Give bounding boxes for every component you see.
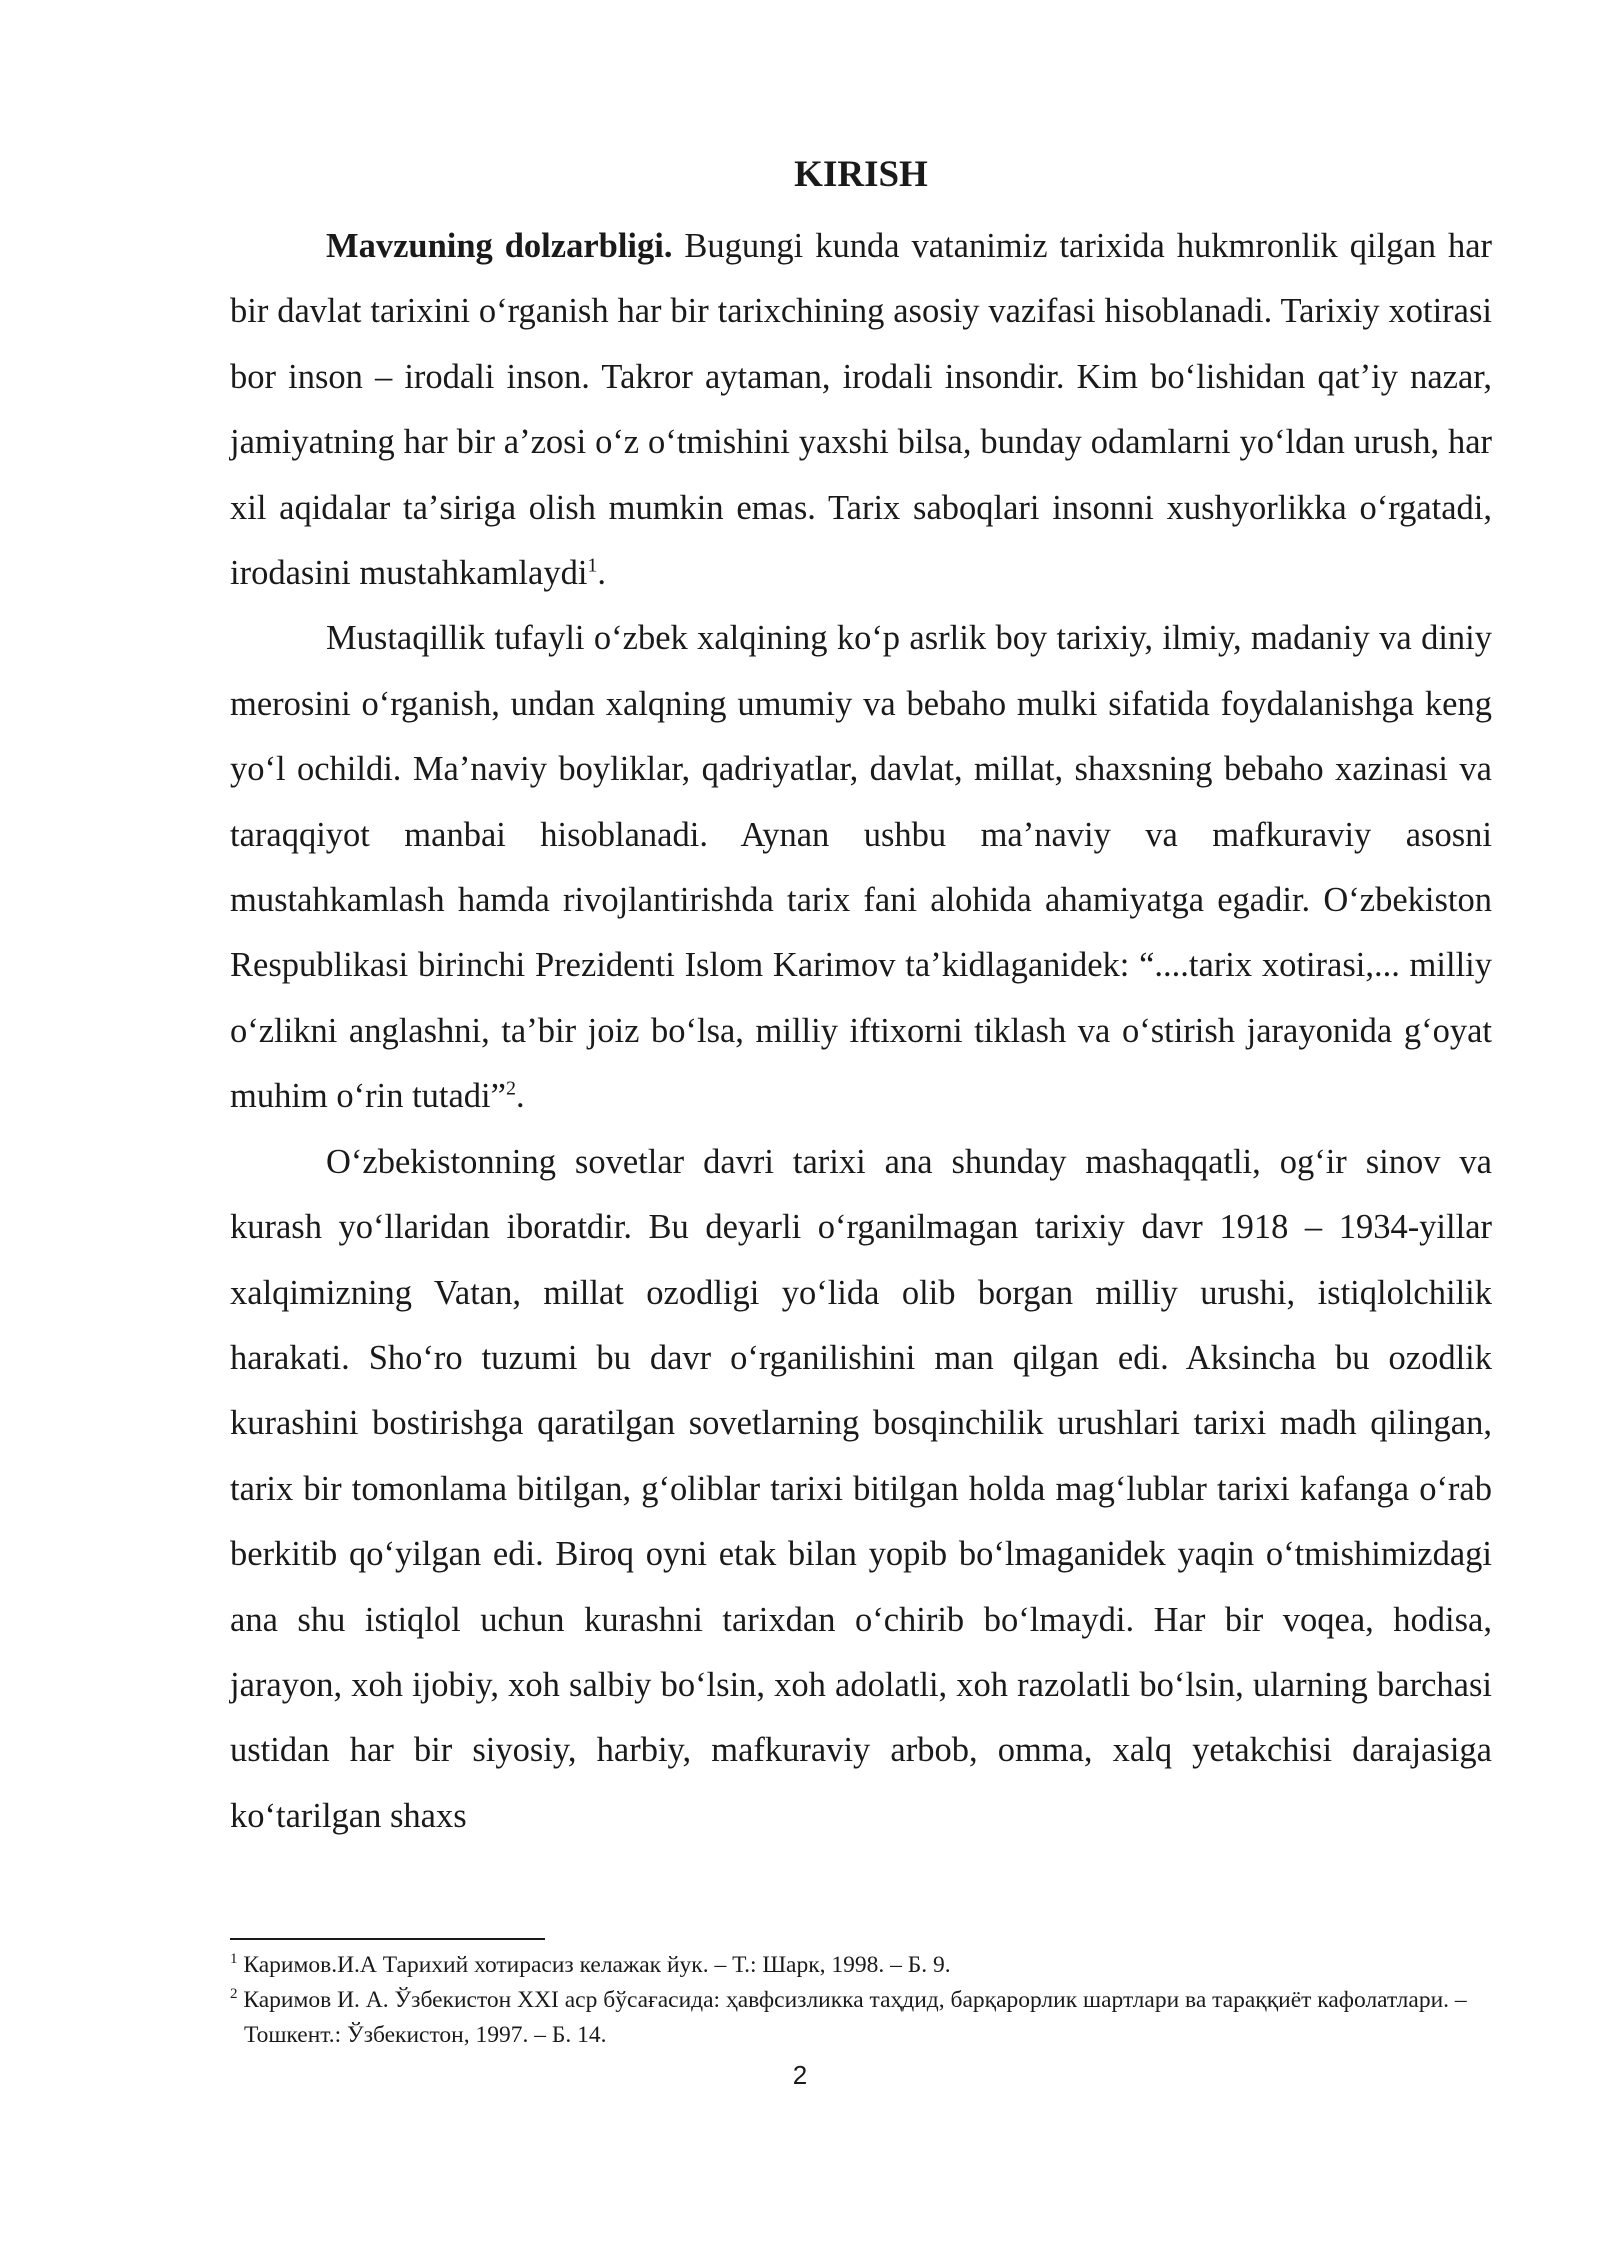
footnotes-section xyxy=(230,1938,1492,2053)
document-body xyxy=(230,150,1492,1849)
footnote-reference-2[interactable]: 2 xyxy=(505,1077,516,1100)
footnote-text: Каримов И. А. Ўзбекистон XXI аср бўсағасида: ҳавфсизликка таҳдид, барқарорлик шартлари ва тараққиёт кафолатлари. – Тошкент.: Ўзбекистон, 1997. – Б. 14. xyxy=(237,1987,1467,2048)
paragraph-1 xyxy=(230,214,1492,606)
paragraph-tail: . xyxy=(597,554,607,593)
footnote-1 xyxy=(230,1948,1492,1983)
paragraph-tail: . xyxy=(515,1077,525,1116)
footnote-2 xyxy=(230,1983,1492,2053)
paragraph-3 xyxy=(230,1130,1492,1849)
footnote-mark: 1 xyxy=(230,1951,238,1968)
footnote-text: Каримов.И.А Тарихий хотирасиз келажак йук. – Т.: Шарк, 1998. – Б. 9. xyxy=(237,1952,951,1978)
page-number: 2 xyxy=(792,2060,808,2090)
footnote-reference-1[interactable]: 1 xyxy=(587,554,598,577)
footnote-separator xyxy=(230,1938,545,1940)
paragraph-text: Mustaqillik tufayli oʻzbek xalqining koʻp asrlik boy tarixiy, ilmiy, madaniy va diniy merosini oʻrganish, undan xalqning umumiy va bebaho mulki sifatida foydalanishga keng yoʻl ochildi. Maʼnaviy boyliklar, qadriyatlar, davlat, millat, shaxsning bebaho xazinasi va taraqqiyot manbai hisoblanadi. Aynan ushbu maʼnaviy va mafkuraviy asosni mustahkamlash hamda rivojlantirishda tarix fani alohida ahamiyatga egadir. Oʻzbekiston Respublikasi birinchi Prezidenti Islom Karimov taʼkidlaganidek: “....tarix xotirasi,... milliy oʻzlikni anglashni, taʼbir joiz boʻlsa, milliy iftixorni tiklash va oʻstirish jarayonida gʻoyat muhim oʻrin tutadi” xyxy=(230,619,1492,1116)
footnote-mark: 2 xyxy=(230,1986,238,2003)
document-title: KIRISH xyxy=(794,154,928,195)
paragraph-lead-heading: Mavzuning dolzarbligi. xyxy=(326,227,673,265)
paragraph-2 xyxy=(230,606,1492,1129)
paragraph-text: Oʻzbekistonning sovetlar davri tarixi ana shunday mashaqqatli, ogʻir sinov va kurash yoʻllaridan iboratdir. Bu deyarli oʻrganilmagan tarixiy davr 1918 – 1934-yillar xalqimizning Vatan, millat ozodligi yoʻlida olib borgan milliy urushi, istiqlolchilik harakati. Shoʻro tuzumi bu davr oʻrganilishini man qilgan edi. Aksincha bu ozodlik kurashini bostirishga qaratilgan sovetlarning bosqinchilik urushlari tarixi madh qilingan, tarix bir tomonlama bitilgan, gʻoliblar tarixi bitilgan holda magʻlublar tarixi kafanga oʻrab berkitib qoʻyilgan edi. Biroq oyni etak bilan yopib boʻlmaganidek yaqin oʻtmishimizdagi ana shu istiqlol uchun kurashni tarixdan oʻchirib boʻlmaydi. Har bir voqea, hodisa, jarayon, xoh ijobiy, xoh salbiy boʻlsin, xoh adolatli, xoh razolatli boʻlsin, ularning barchasi ustidan har bir siyosiy, harbiy, mafkuraviy arbob, omma, xalq yetakchisi darajasiga koʻtarilgan shaxs xyxy=(230,1142,1492,1835)
paragraph-text: Bugungi kunda vatanimiz tarixida hukmronlik qilgan har bir davlat tarixini oʻrganish har bir tarixchining asosiy vazifasi hisoblanadi. Tarixiy xotirasi bor inson – irodali inson. Takror aytaman, irodali insondir. Kim boʻlishidan qatʼiy nazar, jamiyatning har bir aʼzosi oʻz oʻtmishini yaxshi bilsa, bunday odamlarni yoʻldan urush, har xil aqidalar taʼsiriga olish mumkin emas. Tarix saboqlari insonni xushyorlikka oʻrgatadi, irodasini mustahkamlaydi xyxy=(230,227,1492,593)
